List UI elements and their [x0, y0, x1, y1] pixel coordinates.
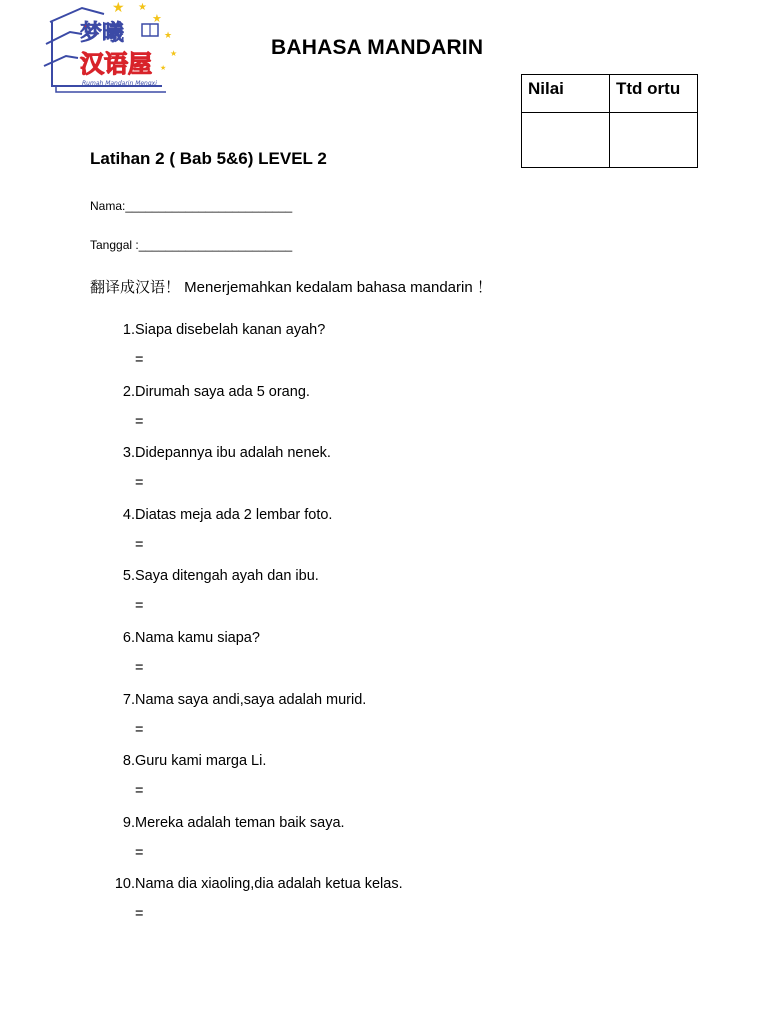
answer-line[interactable]: = — [135, 414, 144, 430]
svg-text:梦曦: 梦曦 — [80, 21, 125, 46]
score-table — [521, 74, 698, 168]
answer-line[interactable]: = — [135, 783, 144, 799]
question-number: 3. — [122, 445, 135, 461]
question-number: 2. — [122, 384, 135, 400]
question-text: Didepannya ibu adalah nenek. — [135, 445, 331, 461]
instruction-text: 翻译成汉语！ Menerjemahkan kedalam bahasa mandarin ！ — [90, 279, 492, 296]
question-text: Guru kami marga Li. — [135, 753, 267, 769]
question-text: Siapa disebelah kanan ayah? — [135, 322, 326, 338]
name-field[interactable]: Nama:_________________________ — [90, 199, 293, 213]
worksheet-subtitle: Latihan 2 ( Bab 5&6) LEVEL 2 — [90, 149, 327, 168]
answer-line[interactable]: = — [135, 598, 144, 614]
score-header: Nilai — [522, 75, 610, 113]
question-number: 1. — [122, 322, 135, 338]
question-text: Nama dia xiaoling,dia adalah ketua kelas. — [135, 876, 403, 892]
svg-text:★: ★ — [112, 0, 125, 16]
svg-text:★: ★ — [160, 64, 167, 72]
question-text: Diatas meja ada 2 lembar foto. — [135, 507, 333, 523]
parent-signature-cell[interactable] — [610, 113, 698, 168]
answer-line[interactable]: = — [135, 722, 144, 738]
svg-text:汉语屋: 汉语屋 — [80, 50, 152, 78]
question-text: Saya ditengah ayah dan ibu. — [135, 568, 319, 584]
answer-line[interactable]: = — [135, 537, 144, 553]
svg-text:★: ★ — [138, 2, 147, 13]
answer-line[interactable]: = — [135, 660, 144, 676]
logo-graphic — [42, 0, 184, 96]
parent-signature-header: Ttd ortu — [610, 75, 698, 113]
answer-line[interactable]: = — [135, 352, 144, 368]
answer-line[interactable]: = — [135, 906, 144, 922]
question-number: 9. — [122, 815, 135, 831]
question-number: 7. — [122, 692, 135, 708]
date-field[interactable]: Tanggal :_______________________ — [90, 238, 293, 252]
svg-text:★: ★ — [170, 49, 178, 58]
school-logo — [42, 0, 184, 96]
question-number: 4. — [122, 507, 135, 523]
question-number: 5. — [122, 568, 135, 584]
question-text: Mereka adalah teman baik saya. — [135, 815, 345, 831]
document-title: BAHASA MANDARIN — [271, 36, 484, 59]
question-text: Nama saya andi,saya adalah murid. — [135, 692, 367, 708]
question-number: 8. — [122, 753, 135, 769]
svg-text:Rumah Mandarin Mengxi: Rumah Mandarin Mengxi — [82, 80, 157, 87]
score-cell[interactable] — [522, 113, 610, 168]
answer-line[interactable]: = — [135, 845, 144, 861]
answer-line[interactable]: = — [135, 475, 144, 491]
svg-text:★: ★ — [164, 31, 173, 41]
svg-text:★: ★ — [152, 12, 162, 25]
question-number: 10. — [114, 876, 135, 892]
question-text: Nama kamu siapa? — [135, 630, 260, 646]
question-text: Dirumah saya ada 5 orang. — [135, 384, 310, 400]
question-number: 6. — [122, 630, 135, 646]
